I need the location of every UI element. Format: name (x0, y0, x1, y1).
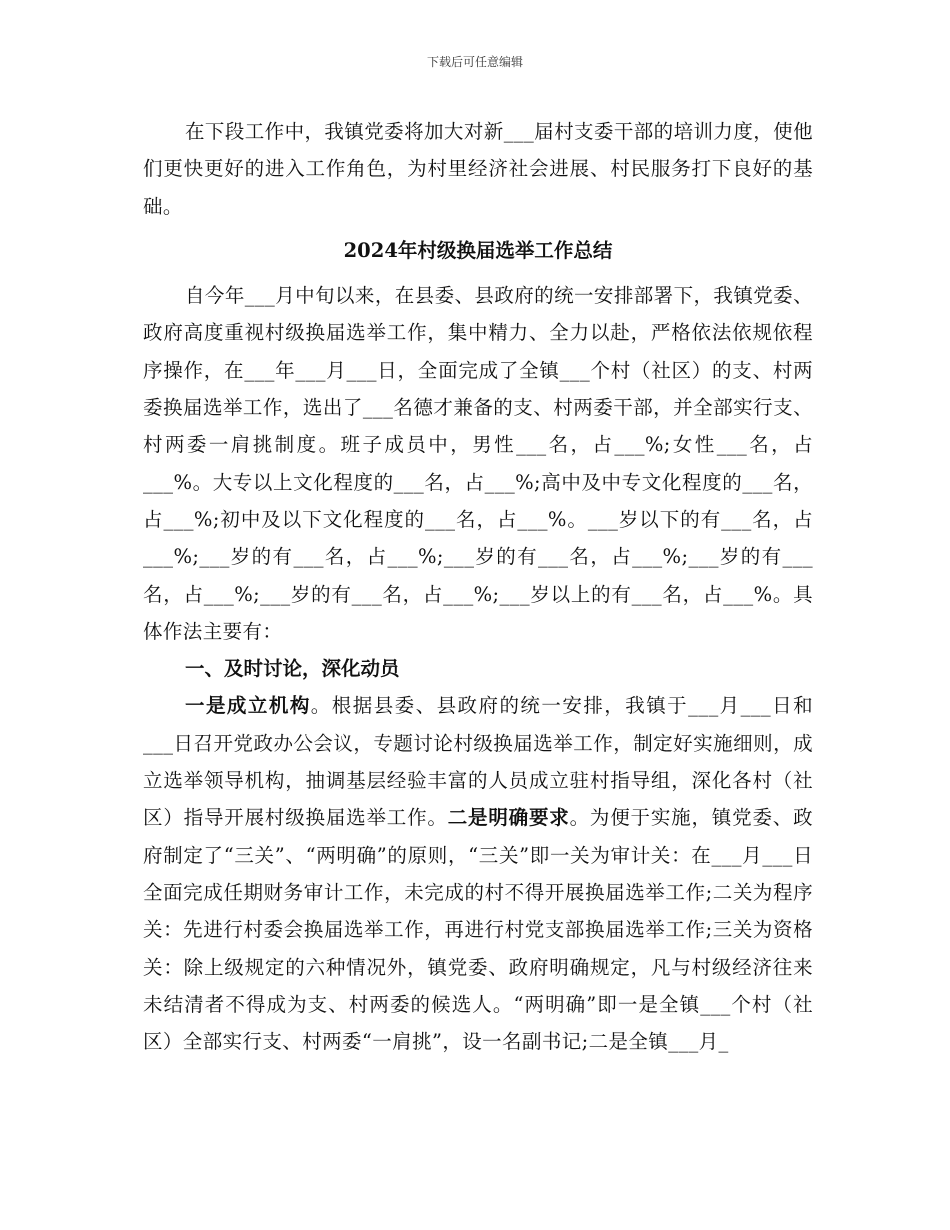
document-body (143, 113, 813, 1060)
lead-establish-organization: 一是成立机构 (185, 694, 311, 718)
paragraph-1: 自今年___月中旬以来，在县委、县政府的统一安排部署下，我镇党委、政府高度重视村级换届选举工作，集中精力、全力以赴，严格依法依规依程序操作，在___年___月___日，全面完成了全镇___个村（社区）的支、村两委换届选举工作，选出了___名德才兼备的支、村两委干部，并全部实行支、村两委一肩挑制度。班子成员中，男性___名，占___%;女性___名，占___%。大专以上文化程度的___名，占___%;高中及中专文化程度的___名，占___%;初中及以下文化程度的___名，占___%。___岁以下的有___名，占___%;___岁的有___名，占___%;___岁的有___名，占___%;___岁的有___名，占___%;___岁的有___名，占___%;___岁以上的有___名，占___%。具体作法主要有： (143, 284, 813, 643)
lead-clarify-requirements: 二是明确要求 (447, 806, 570, 830)
paragraph-2-text-2: 。为便于实施，镇党委、政府制定了“三关”、“两明确”的原则，“三关”即一关为审计关：在___月___日全面完成任期财务审计工作，未完成的村不得开展换届选举工作;二关为程序关：先进行村委会换届选举工作，再进行村党支部换届选举工作;三关为资格关：除上级规定的六种情况外，镇党委、政府明确规定，凡与村级经济往来未结清者不得成为支、村两委的候选人。“两明确”即一是全镇___个村（社区）全部实行支、村两委“一肩挑”，设一名副书记;二是全镇___月_ (143, 806, 813, 1054)
paragraph-2 (143, 687, 813, 1060)
document-title: 2024年村级换届选举工作总结 (343, 238, 613, 262)
paragraph-2-text-1: 。根据县委、县政府的统一安排，我镇于___月___日和___日召开党政办公会议，专题讨论村级换届选举工作，制定好实施细则，成立选举领导机构，抽调基层经验丰富的人员成立驻村指导组，深化各村（社区）指导开展村级换届选举工作。 (143, 694, 813, 830)
section-1-heading: 一、及时讨论，深化动员 (185, 657, 400, 681)
intro-paragraph: 在下段工作中，我镇党委将加大对新___届村支委干部的培训力度，使他们更快更好的进入工作角色，为村里经济社会进展、村民服务打下良好的基础。 (143, 120, 813, 218)
page-header: 下载后可任意编辑 (426, 55, 523, 69)
